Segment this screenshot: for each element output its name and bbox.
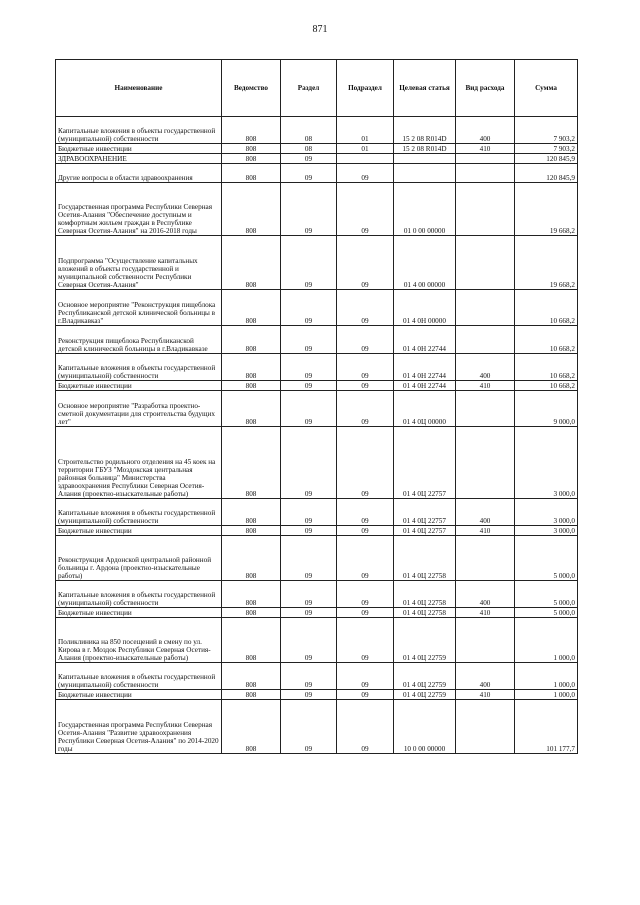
cell-subsection: 01 xyxy=(337,117,394,144)
cell-department: 808 xyxy=(222,427,281,498)
cell-section: 09 xyxy=(281,353,337,380)
cell-department: 808 xyxy=(222,182,281,236)
cell-section: 09 xyxy=(281,154,337,164)
cell-section: 09 xyxy=(281,535,337,580)
cell-department: 808 xyxy=(222,535,281,580)
cell-name: Подпрограмма "Осуществление капитальных вложений в объекты государственной и муниципальной собственности Республики Северная Осетия-Алания" xyxy=(56,236,222,290)
cell-department: 808 xyxy=(222,381,281,391)
cell-name: Бюджетные инвестиции xyxy=(56,381,222,391)
cell-target-article: 15 2 08 R014D xyxy=(394,144,456,154)
cell-name: Строительство родильного отделения на 45 коек на территории ГБУЗ "Моздокская центральная районная больница" Министерства здравоохранения Республики Северная Осетия-Алания (проектно-изыскательные работы) xyxy=(56,427,222,498)
cell-name: Поликлиника на 850 посещений в смену по ул. Кирова в г. Моздок Республики Северная Осетия-Алания (проектно-изыскательные работы) xyxy=(56,617,222,662)
cell-sum: 10 668,2 xyxy=(515,381,578,391)
table-row xyxy=(56,700,578,754)
cell-subsection: 09 xyxy=(337,182,394,236)
cell-subsection: 09 xyxy=(337,617,394,662)
cell-section: 09 xyxy=(281,182,337,236)
table-row xyxy=(56,535,578,580)
cell-name: Основное мероприятие "Реконструкция пищеблока Республиканской детской клинической больницы в г.Владикавказ" xyxy=(56,290,222,326)
cell-target-article: 01 4 0Ц 22759 xyxy=(394,662,456,689)
cell-department: 808 xyxy=(222,608,281,618)
cell-expense-type xyxy=(456,700,515,754)
table-row xyxy=(56,427,578,498)
table-row xyxy=(56,381,578,391)
cell-name: Капитальные вложения в объекты государственной (муниципальной) собственности xyxy=(56,117,222,144)
cell-target-article: 01 4 0Ц 00000 xyxy=(394,390,456,426)
cell-target-article: 01 4 0Ц 22759 xyxy=(394,617,456,662)
cell-sum: 101 177,7 xyxy=(515,700,578,754)
cell-target-article: 01 0 00 00000 xyxy=(394,182,456,236)
cell-subsection: 09 xyxy=(337,326,394,353)
cell-subsection: 09 xyxy=(337,525,394,535)
cell-expense-type: 400 xyxy=(456,117,515,144)
table-row xyxy=(56,353,578,380)
cell-department: 808 xyxy=(222,617,281,662)
cell-expense-type xyxy=(456,236,515,290)
cell-name: Бюджетные инвестиции xyxy=(56,525,222,535)
table-row xyxy=(56,290,578,326)
cell-expense-type xyxy=(456,535,515,580)
cell-name: Другие вопросы в области здравоохранения xyxy=(56,163,222,182)
cell-section: 09 xyxy=(281,326,337,353)
table-row xyxy=(56,326,578,353)
cell-expense-type xyxy=(456,154,515,164)
cell-section: 09 xyxy=(281,236,337,290)
cell-sum: 19 668,2 xyxy=(515,182,578,236)
cell-target-article xyxy=(394,154,456,164)
cell-target-article: 01 4 0Ц 22757 xyxy=(394,525,456,535)
cell-section: 09 xyxy=(281,498,337,525)
cell-sum: 9 000,0 xyxy=(515,390,578,426)
cell-target-article: 01 4 0Ц 22758 xyxy=(394,535,456,580)
cell-department: 808 xyxy=(222,525,281,535)
cell-department: 808 xyxy=(222,353,281,380)
cell-target-article: 01 4 0Н 22744 xyxy=(394,353,456,380)
column-header-subsection: Подраздел xyxy=(337,60,394,117)
cell-subsection: 01 xyxy=(337,144,394,154)
cell-expense-type xyxy=(456,290,515,326)
cell-target-article: 01 4 0Н 00000 xyxy=(394,290,456,326)
table-row xyxy=(56,690,578,700)
table-row xyxy=(56,498,578,525)
cell-subsection: 09 xyxy=(337,498,394,525)
cell-subsection: 09 xyxy=(337,381,394,391)
table-row xyxy=(56,163,578,182)
cell-subsection: 09 xyxy=(337,690,394,700)
cell-subsection: 09 xyxy=(337,580,394,607)
cell-expense-type: 410 xyxy=(456,381,515,391)
cell-subsection: 09 xyxy=(337,427,394,498)
cell-subsection: 09 xyxy=(337,662,394,689)
cell-department: 808 xyxy=(222,690,281,700)
table-body xyxy=(56,117,578,754)
cell-target-article: 01 4 0Н 22744 xyxy=(394,326,456,353)
cell-section: 09 xyxy=(281,608,337,618)
cell-target-article: 10 0 00 00000 xyxy=(394,700,456,754)
column-header-sum: Сумма xyxy=(515,60,578,117)
cell-expense-type xyxy=(456,427,515,498)
table-row xyxy=(56,662,578,689)
cell-section: 09 xyxy=(281,427,337,498)
cell-expense-type: 400 xyxy=(456,662,515,689)
cell-target-article: 01 4 0Ц 22759 xyxy=(394,690,456,700)
page-number: 871 xyxy=(312,24,328,35)
cell-expense-type: 410 xyxy=(456,525,515,535)
cell-department: 808 xyxy=(222,498,281,525)
cell-name: Капитальные вложения в объекты государственной (муниципальной) собственности xyxy=(56,662,222,689)
cell-sum: 10 668,2 xyxy=(515,353,578,380)
cell-name: Реконструкция Ардонской центральной районной больницы г. Ардона (проектно-изыскательные работы) xyxy=(56,535,222,580)
cell-department: 808 xyxy=(222,580,281,607)
cell-name: Капитальные вложения в объекты государственной (муниципальной) собственности xyxy=(56,353,222,380)
cell-sum: 10 668,2 xyxy=(515,326,578,353)
cell-section: 09 xyxy=(281,381,337,391)
cell-sum: 5 000,0 xyxy=(515,580,578,607)
cell-department: 808 xyxy=(222,236,281,290)
cell-section: 08 xyxy=(281,144,337,154)
column-header-department: Ведомство xyxy=(222,60,281,117)
cell-subsection: 09 xyxy=(337,535,394,580)
cell-department: 808 xyxy=(222,117,281,144)
cell-department: 808 xyxy=(222,163,281,182)
cell-sum: 1 000,0 xyxy=(515,617,578,662)
cell-section: 08 xyxy=(281,117,337,144)
cell-sum: 3 000,0 xyxy=(515,427,578,498)
cell-target-article: 15 2 08 R014D xyxy=(394,117,456,144)
cell-subsection: 09 xyxy=(337,608,394,618)
cell-department: 808 xyxy=(222,700,281,754)
cell-department: 808 xyxy=(222,290,281,326)
cell-name: Капитальные вложения в объекты государственной (муниципальной) собственности xyxy=(56,498,222,525)
cell-sum: 7 903,2 xyxy=(515,117,578,144)
cell-name: ЗДРАВООХРАНЕНИЕ xyxy=(56,154,222,164)
cell-subsection: 09 xyxy=(337,236,394,290)
cell-name: Капитальные вложения в объекты государственной (муниципальной) собственности xyxy=(56,580,222,607)
cell-section: 09 xyxy=(281,290,337,326)
table-row xyxy=(56,580,578,607)
table-row xyxy=(56,154,578,164)
cell-name: Государственная программа Республики Северная Осетия-Алания "Обеспечение доступным и комфортным жильем граждан в Республике Северная Осетия-Алания" на 2016-2018 годы xyxy=(56,182,222,236)
cell-section: 09 xyxy=(281,390,337,426)
cell-subsection: 09 xyxy=(337,290,394,326)
cell-section: 09 xyxy=(281,525,337,535)
cell-sum: 120 845,9 xyxy=(515,154,578,164)
cell-name: Бюджетные инвестиции xyxy=(56,144,222,154)
cell-subsection: 09 xyxy=(337,163,394,182)
cell-subsection: 09 xyxy=(337,390,394,426)
cell-name: Государственная программа Республики Северная Осетия-Алания "Развитие здравоохранения Республики Северная Осетия-Алания" по 2014-2020 годы xyxy=(56,700,222,754)
cell-name: Бюджетные инвестиции xyxy=(56,690,222,700)
cell-subsection xyxy=(337,154,394,164)
table-header-row xyxy=(56,60,578,117)
cell-name: Основное мероприятие "Разработка проектно-сметной документации для строительства будущих лет" xyxy=(56,390,222,426)
cell-subsection: 09 xyxy=(337,353,394,380)
cell-department: 808 xyxy=(222,326,281,353)
cell-sum: 5 000,0 xyxy=(515,608,578,618)
cell-sum: 10 668,2 xyxy=(515,290,578,326)
cell-expense-type xyxy=(456,617,515,662)
cell-subsection: 09 xyxy=(337,700,394,754)
cell-target-article: 01 4 0Ц 22758 xyxy=(394,608,456,618)
column-header-expense-type: Вид расхода xyxy=(456,60,515,117)
cell-department: 808 xyxy=(222,144,281,154)
cell-section: 09 xyxy=(281,700,337,754)
cell-target-article: 01 4 0Ц 22757 xyxy=(394,498,456,525)
cell-target-article: 01 4 0Ц 22757 xyxy=(394,427,456,498)
table-row xyxy=(56,617,578,662)
cell-department: 808 xyxy=(222,662,281,689)
cell-target-article: 01 4 0Н 22744 xyxy=(394,381,456,391)
table-row xyxy=(56,608,578,618)
cell-section: 09 xyxy=(281,163,337,182)
cell-target-article: 01 4 00 00000 xyxy=(394,236,456,290)
cell-expense-type: 410 xyxy=(456,144,515,154)
cell-sum: 19 668,2 xyxy=(515,236,578,290)
cell-expense-type xyxy=(456,182,515,236)
cell-expense-type: 400 xyxy=(456,353,515,380)
cell-name: Реконструкция пищеблока Республиканской детской клинической больницы в г.Владикавказе xyxy=(56,326,222,353)
cell-sum: 7 903,2 xyxy=(515,144,578,154)
cell-department: 808 xyxy=(222,390,281,426)
column-header-target-article: Целевая статья xyxy=(394,60,456,117)
cell-sum: 3 000,0 xyxy=(515,498,578,525)
cell-expense-type: 400 xyxy=(456,498,515,525)
column-header-section: Раздел xyxy=(281,60,337,117)
table-row xyxy=(56,390,578,426)
cell-section: 09 xyxy=(281,580,337,607)
cell-sum: 120 845,9 xyxy=(515,163,578,182)
table-row xyxy=(56,182,578,236)
cell-expense-type xyxy=(456,326,515,353)
cell-expense-type xyxy=(456,390,515,426)
cell-expense-type xyxy=(456,163,515,182)
table-row xyxy=(56,144,578,154)
cell-sum: 3 000,0 xyxy=(515,525,578,535)
table-row xyxy=(56,117,578,144)
table-row xyxy=(56,236,578,290)
cell-sum: 1 000,0 xyxy=(515,690,578,700)
table-row xyxy=(56,525,578,535)
cell-sum: 5 000,0 xyxy=(515,535,578,580)
cell-target-article: 01 4 0Ц 22758 xyxy=(394,580,456,607)
cell-target-article xyxy=(394,163,456,182)
cell-expense-type: 400 xyxy=(456,580,515,607)
cell-name: Бюджетные инвестиции xyxy=(56,608,222,618)
cell-section: 09 xyxy=(281,662,337,689)
cell-expense-type: 410 xyxy=(456,608,515,618)
budget-table xyxy=(55,59,578,754)
cell-sum: 1 000,0 xyxy=(515,662,578,689)
cell-section: 09 xyxy=(281,617,337,662)
column-header-name: Наименование xyxy=(56,60,222,117)
cell-department: 808 xyxy=(222,154,281,164)
cell-expense-type: 410 xyxy=(456,690,515,700)
cell-section: 09 xyxy=(281,690,337,700)
